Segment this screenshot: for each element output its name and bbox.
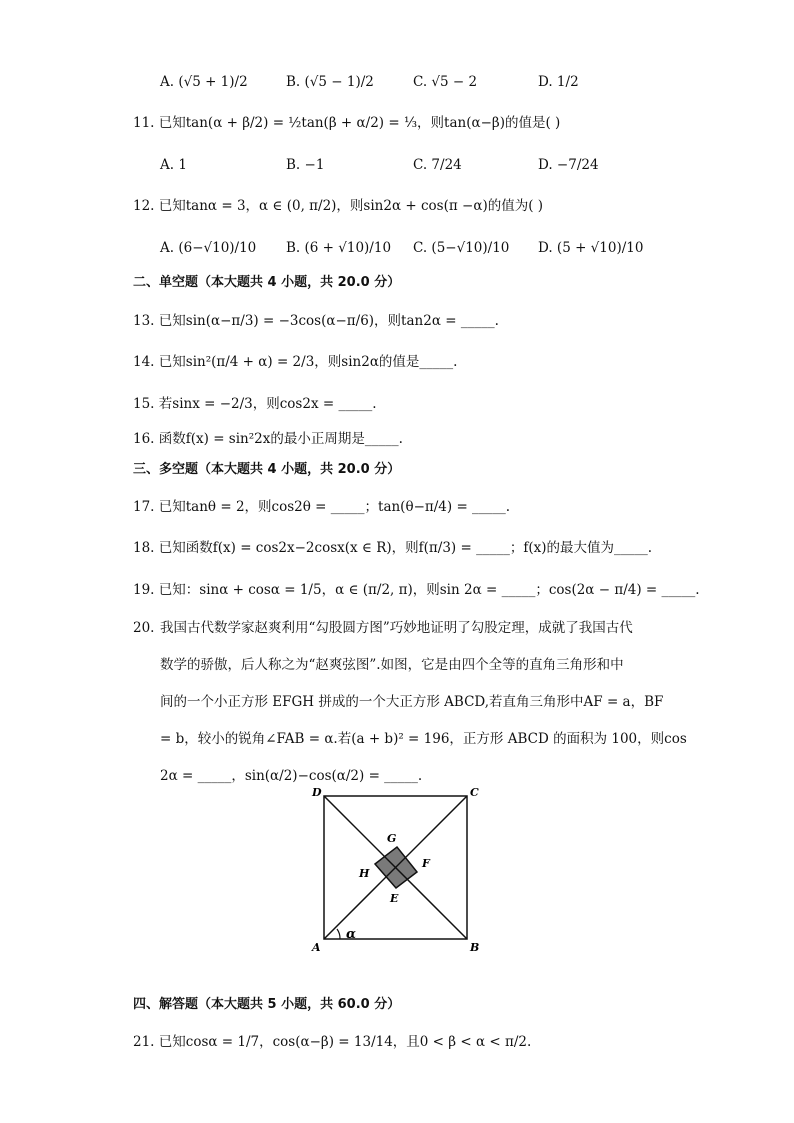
label-d: D — [312, 786, 322, 799]
q17-text: 17. 已知tanθ = 2，则cos2θ = _____；tan(θ−π/4) = _____. — [133, 499, 511, 515]
zhao-shuang-diagram — [300, 780, 500, 960]
q16-text: 16. 函数f(x) = sin²2x的最小正周期是_____. — [133, 431, 403, 447]
q11-options — [160, 153, 620, 177]
q19-text: 19. 已知：sinα + cosα = 1/5，α ∈ (π/2, π)，则sin 2α = _____；cos(2α − π/4) = _____. — [133, 582, 700, 598]
q15-text: 15. 若sinx = −2/3，则cos2x = _____. — [133, 396, 377, 412]
angle-arc — [337, 929, 340, 939]
label-c: C — [470, 786, 479, 799]
q11-option-b[interactable]: B. −1 — [286, 157, 325, 173]
q20-line: 我国古代数学家赵爽利用“勾股圆方图”巧妙地证明了勾股定理，成就了我国古代 — [160, 620, 633, 636]
q14-text: 14. 已知sin²(π/4 + α) = 2/3，则sin2α的值是_____. — [133, 354, 458, 370]
q12-option-c[interactable]: C. (5−√10)/10 — [413, 240, 510, 256]
q20-line: 间的一个小正方形 EFGH 拼成的一个大正方形 ABCD,若直角三角形中AF = a，BF — [160, 694, 664, 710]
q10-option-c[interactable]: C. √5 − 2 — [413, 74, 478, 90]
q11-option-d[interactable]: D. −7/24 — [538, 157, 599, 173]
q10-option-a[interactable]: A. (√5 + 1)/2 — [160, 74, 248, 90]
label-a: A — [312, 941, 321, 954]
q20-line: = b，较小的锐角∠FAB = α.若(a + b)² = 196，正方形 ABCD 的面积为 100，则cos — [160, 731, 687, 747]
section-heading-4: 四、解答题（本大题共 5 小题，共 60.0 分） — [133, 997, 401, 1012]
q13-text: 13. 已知sin(α−π/3) = −3cos(α−π/6)，则tan2α = _____. — [133, 313, 499, 329]
q18-text: 18. 已知函数f(x) = cos2x−2cosx(x ∈ R)，则f(π/3) = _____；f(x)的最大值为_____. — [133, 540, 653, 556]
q20-line: 2α = _____，sin(α/2)−cos(α/2) = _____. — [160, 768, 423, 784]
q10-options — [160, 70, 620, 94]
q11-option-a[interactable]: A. 1 — [160, 157, 187, 173]
label-g: G — [387, 832, 397, 845]
q10-option-b[interactable]: B. (√5 − 1)/2 — [286, 74, 374, 90]
q20-line: 数学的骄傲，后人称之为“赵爽弦图”.如图，它是由四个全等的直角三角形和中 — [160, 657, 624, 673]
q12-text: 12. 已知tanα = 3，α ∈ (0, π/2)，则sin2α + cos(π −α)的值为( ) — [133, 198, 544, 214]
q11-text: 11. 已知tan(α + β/2) = ½tan(β + α/2) = ⅓，则tan(α−β)的值是( ) — [133, 115, 561, 131]
q11-option-c[interactable]: C. 7/24 — [413, 157, 462, 173]
label-alpha: α — [346, 927, 357, 942]
section-heading-3: 三、多空题（本大题共 4 小题，共 20.0 分） — [133, 462, 401, 477]
label-e: E — [390, 892, 399, 905]
q20-number: 20. — [133, 620, 155, 636]
q12-options — [160, 236, 644, 260]
label-f: F — [422, 857, 430, 870]
label-b: B — [470, 941, 480, 954]
q21-text: 21. 已知cosα = 1/7，cos(α−β) = 13/14，且0 < β < α < π/2. — [133, 1034, 532, 1050]
q10-option-d[interactable]: D. 1/2 — [538, 74, 579, 90]
q12-option-b[interactable]: B. (6 + √10)/10 — [286, 240, 392, 256]
q12-option-d[interactable]: D. (5 + √10)/10 — [538, 240, 644, 256]
section-heading-2: 二、单空题（本大题共 4 小题，共 20.0 分） — [133, 275, 401, 290]
q20-paragraph — [160, 619, 687, 804]
q12-option-a[interactable]: A. (6−√10)/10 — [160, 240, 257, 256]
label-h: H — [359, 867, 370, 880]
